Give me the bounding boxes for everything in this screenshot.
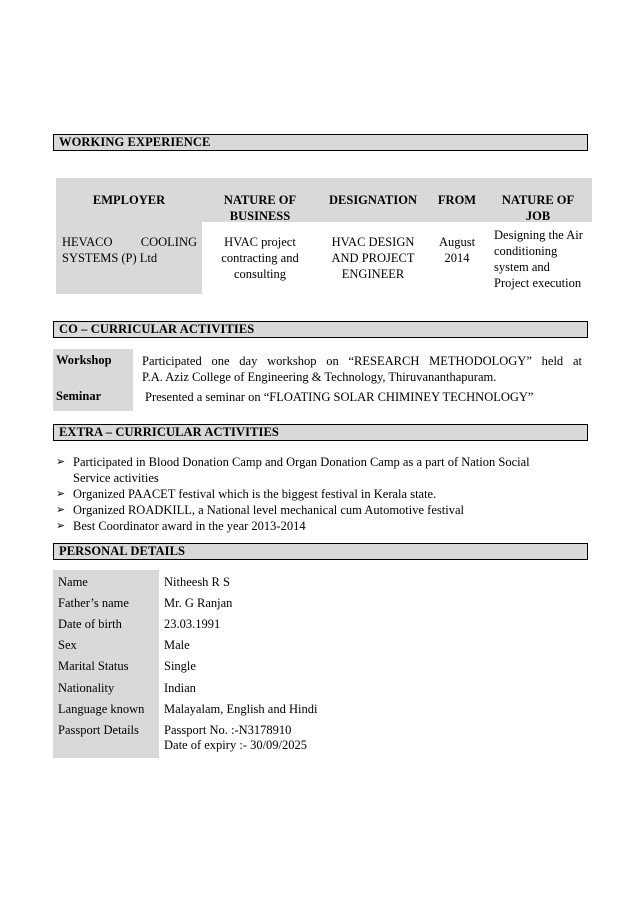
list-item	[56, 502, 576, 518]
cell-job-line4: Project execution	[494, 276, 582, 290]
cell-employer-word2: COOLING	[140, 235, 197, 249]
seminar-label: Seminar	[56, 389, 102, 403]
personal-row-sex	[53, 636, 589, 656]
personal-label: Name	[58, 575, 88, 589]
cell-designation-line1: HVAC DESIGN	[331, 235, 415, 249]
cell-business	[205, 234, 315, 282]
list-item-text: Participated in Blood Donation Camp and Organ Donation Camp as a part of Nation Social	[73, 455, 530, 469]
cell-from	[428, 234, 486, 266]
cell-employer	[62, 234, 197, 266]
cell-from-line2: 2014	[444, 251, 470, 265]
personal-label: Date of birth	[58, 617, 122, 631]
header-nature-business	[205, 192, 315, 224]
personal-row-language	[53, 700, 589, 720]
cell-from-line1: August	[438, 235, 476, 249]
personal-row-fathers-name	[53, 594, 589, 614]
workshop-text-line1: Participated one day workshop on “RESEARCH METHODOLOGY” held at	[142, 354, 582, 368]
header-designation: DESIGNATION	[329, 193, 417, 207]
section-heading-working-experience: WORKING EXPERIENCE	[53, 134, 588, 151]
personal-value: Indian	[164, 681, 196, 695]
cell-employer-word1: HEVACO	[62, 235, 113, 249]
seminar-text: Presented a seminar on “FLOATING SOLAR CHIMINEY TECHNOLOGY”	[145, 390, 534, 404]
list-item-text: Organized ROADKILL, a National level mechanical cum Automotive festival	[73, 503, 464, 517]
arrow-bullet-icon: ➢	[56, 503, 66, 516]
cell-job-line2: conditioning	[494, 244, 558, 258]
cell-job	[494, 227, 592, 291]
personal-row-name	[53, 573, 589, 593]
cell-employer-line2: SYSTEMS (P) Ltd	[62, 251, 158, 265]
personal-row-marital-status	[53, 657, 589, 677]
header-nature-business-line1: NATURE OF	[223, 193, 297, 207]
co-curricular-table	[53, 349, 589, 411]
workshop-label: Workshop	[56, 353, 112, 367]
personal-label: Nationality	[58, 681, 115, 695]
personal-row-passport	[53, 721, 589, 757]
workshop-text-line2: P.A. Aziz College of Engineering & Technology, Thiruvananthapuram.	[142, 370, 497, 384]
cell-employer-line1	[62, 234, 197, 250]
list-item-text: Service activities	[73, 471, 159, 485]
passport-number: Passport No. :-N3178910	[164, 723, 292, 737]
header-nature-business-line2: BUSINESS	[229, 209, 291, 223]
header-employer: EMPLOYER	[92, 193, 166, 207]
workshop-text	[142, 353, 582, 385]
personal-value: Mr. G Ranjan	[164, 596, 233, 610]
personal-label: Marital Status	[58, 659, 129, 673]
personal-label: Language known	[58, 702, 145, 716]
cell-business-line1: HVAC project	[224, 235, 296, 249]
cell-designation-line3: ENGINEER	[341, 267, 405, 281]
cell-business-line3: consulting	[233, 267, 287, 281]
personal-value-passport	[164, 723, 307, 753]
cell-designation	[318, 234, 428, 282]
section-heading-personal-details: PERSONAL DETAILS	[53, 543, 588, 560]
list-item	[56, 518, 576, 534]
header-nature-job-line1: NATURE OF	[501, 193, 575, 207]
personal-label: Passport Details	[58, 723, 139, 737]
list-item-continuation	[56, 470, 576, 486]
cell-designation-line2: AND PROJECT	[331, 251, 415, 265]
arrow-bullet-icon: ➢	[56, 519, 66, 532]
personal-value: Male	[164, 638, 190, 652]
personal-row-dob	[53, 615, 589, 635]
list-item	[56, 454, 576, 470]
cell-job-line3: system and	[494, 260, 550, 274]
cell-business-line2: contracting and	[221, 251, 299, 265]
list-item-text: Organized PAACET festival which is the biggest festival in Kerala state.	[73, 487, 437, 501]
header-nature-job	[488, 192, 588, 224]
extra-curricular-list	[56, 454, 576, 534]
personal-row-nationality	[53, 679, 589, 699]
list-item-text: Best Coordinator award in the year 2013-2014	[73, 519, 306, 533]
personal-value: Nitheesh R S	[164, 575, 230, 589]
personal-value: 23.03.1991	[164, 617, 221, 631]
personal-value: Malayalam, English and Hindi	[164, 702, 318, 716]
arrow-bullet-icon: ➢	[56, 487, 66, 500]
section-heading-extra-curricular: EXTRA – CURRICULAR ACTIVITIES	[53, 424, 588, 441]
personal-label: Sex	[58, 638, 77, 652]
section-heading-co-curricular: CO – CURRICULAR ACTIVITIES	[53, 321, 588, 338]
personal-value: Single	[164, 659, 196, 673]
arrow-bullet-icon: ➢	[56, 455, 66, 468]
list-item	[56, 486, 576, 502]
personal-label: Father’s name	[58, 596, 129, 610]
header-nature-job-line2: JOB	[525, 209, 551, 223]
cell-job-line1: Designing the Air	[494, 228, 583, 242]
passport-expiry: Date of expiry :- 30/09/2025	[164, 738, 308, 752]
header-from: FROM	[437, 193, 477, 207]
